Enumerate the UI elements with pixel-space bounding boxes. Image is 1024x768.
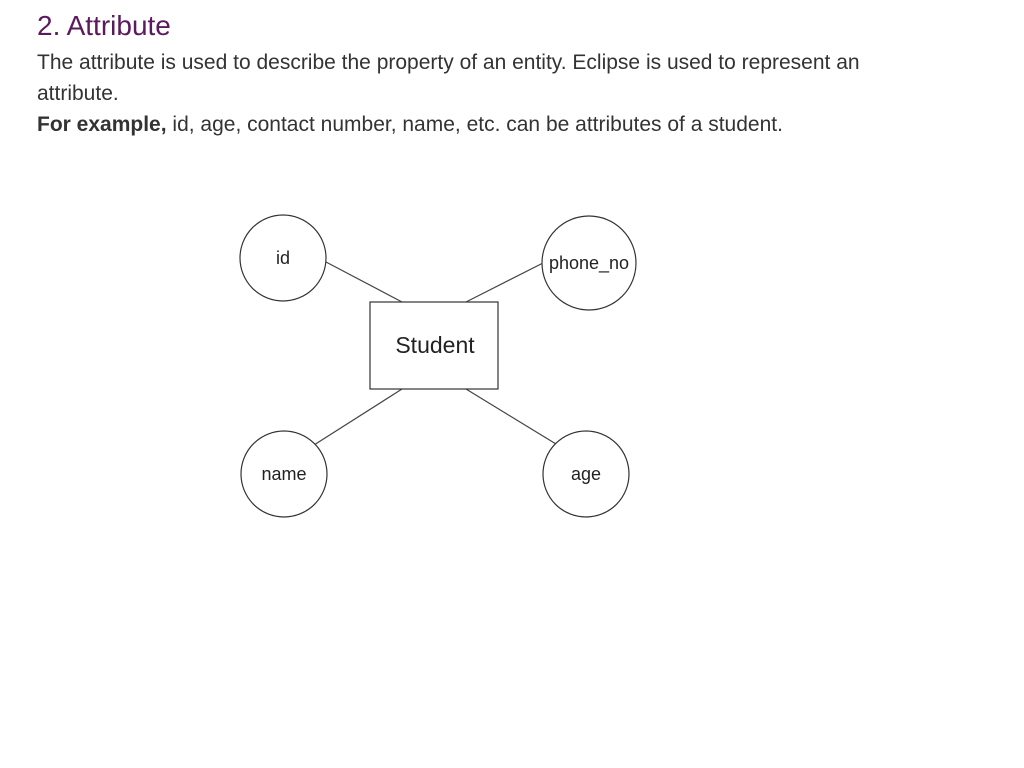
connector-phone <box>466 262 545 302</box>
entity-label: Student <box>395 332 475 359</box>
connector-age <box>466 389 556 444</box>
attribute-name-label: name <box>261 463 307 484</box>
attribute-age <box>543 431 629 517</box>
description-line-2: attribute. <box>37 82 119 105</box>
attribute-id-label: id <box>275 247 291 268</box>
connector-id <box>326 262 402 302</box>
connector-name <box>314 389 402 445</box>
example-text: id, age, contact number, name, etc. can be attributes of a student. <box>166 113 783 136</box>
attribute-id <box>240 215 326 301</box>
example-label: For example, <box>37 113 167 136</box>
attribute-age-label: age <box>570 463 602 484</box>
description-line-1: The attribute is used to describe the property of an entity. Eclipse is used to represent an <box>37 51 860 74</box>
attribute-phone-no <box>542 216 636 310</box>
slide-title: 2. Attribute <box>37 10 171 41</box>
attribute-name <box>241 431 327 517</box>
entity-student <box>370 302 498 389</box>
attribute-phone-no-label: phone_no <box>548 252 630 273</box>
